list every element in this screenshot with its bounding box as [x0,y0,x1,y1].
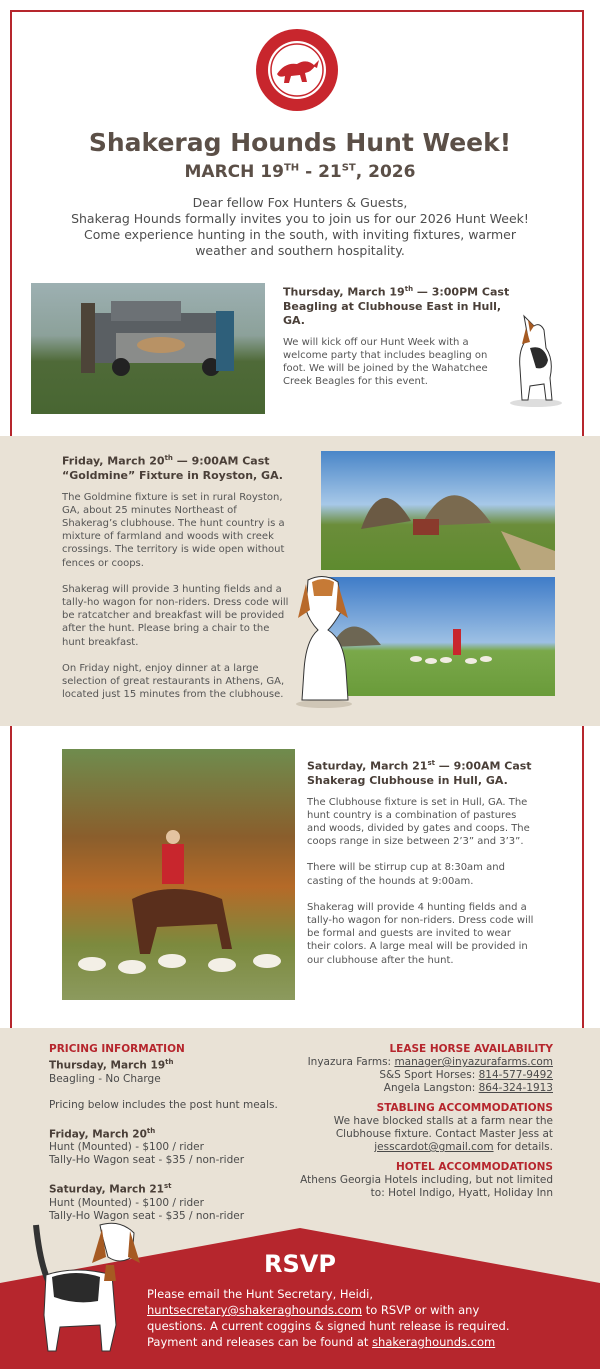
beagling-truck-photo [31,283,265,414]
pricing-note: Pricing below includes the post hunt meals. [49,1098,278,1111]
stabling-heading: STABLING ACCOMMODATIONS [376,1102,553,1114]
lease-section: LEASE HORSE AVAILABILITY Inyazura Farms: manager@inyazurafarms.com S&S Sport Horses: 814-577-9492 Angela Langston: 864-324-1913 STABLING ACCOMMODATIONS We have blocked stalls at a farm near the Clubhouse fixture. Contact Master Jess at jesscardot@gmail.com for details. HOTEL ACCOMMODATIONS Athens Georgia Hotels including, but not limited to: Hotel Indigo, Hyatt, Holiday Inn [280,1043,553,1200]
hunt-secretary-email-link[interactable]: huntsecretary@shakeraghounds.com [147,1303,363,1317]
rsvp-title: RSVP [264,1250,336,1278]
inyazura-email-link[interactable]: manager@inyazurafarms.com [394,1056,553,1068]
invitation-intro: Dear fellow Fox Hunters & Guests, Shakerag Hounds formally invites you to join us for our 2026 Hunt Week! Come experience hunting in the south, with inviting fixtures, warmer weather and southern hospitality. [71,195,529,258]
friday-paragraph-1: The Goldmine fixture is set in rural Royston, GA, about 25 minutes Northeast of Shakerag’s clubhouse. The hunt country is a mixture of farmland and woods with creek crossings. The territory is wide open without fences or coops. [62,491,285,569]
event-dates: MARCH 19TH - 21ST, 2026 [184,162,416,182]
thursday-description: We will kick off our Hunt Week with a welcome party that includes beagling on foot. We will be joined by the Wahatchee Creek Beagles for this event. [283,336,488,388]
shakerag-hounds-logo [255,28,339,112]
thursday-location: Beagling at Clubhouse East in Hull, GA. [283,299,502,327]
beagle-howling-illustration [500,308,572,408]
pricing-thursday-line: Beagling - No Charge [49,1072,161,1085]
pricing-friday-wagon: Tally-Ho Wagon seat - $35 / non-rider [49,1154,245,1166]
beagle-standing-illustration [16,1205,146,1355]
shakerag-website-link[interactable]: shakeraghounds.com [372,1335,496,1349]
ss-sport-horses-phone-link[interactable]: 814-577-9492 [478,1069,553,1081]
friday-paragraph-2: Shakerag will provide 3 hunting fields and a tally-ho wagon for non-riders. Dress code will be ratcatcher and breakfast will be provided after the hunt. Please bring a chair to the hunt breakfast. [62,583,289,648]
thursday-heading: Thursday, March 19th — 3:00PM Cast [283,285,510,299]
saturday-heading: Saturday, March 21st — 9:00AM Cast [307,759,532,773]
angela-langston-phone-link[interactable]: 864-324-1913 [478,1082,553,1094]
pricing-section [49,1043,309,1223]
pricing-thursday-day: Thursday, March 19th [49,1058,174,1072]
friday-location: “Goldmine” Fixture in Royston, GA. [62,468,283,482]
saturday-section [307,756,557,967]
saturday-paragraph-3: Shakerag will provide 4 hunting fields and a tally-ho wagon for non-riders. Dress code will be formal and guests are invited to wear their colors. A large meal will be provided in our clubhouse after the hunt. [307,901,534,966]
saturday-paragraph-2: There will be stirrup cup at 8:30am and casting of the hounds at 9:00am. [307,862,505,887]
pricing-saturday-day: Saturday, March 21st [49,1182,172,1196]
pricing-saturday-hunt: Hunt (Mounted) - $100 / rider [49,1196,204,1209]
jess-email-link[interactable]: jesscardot@gmail.com [374,1141,494,1153]
friday-section [62,451,294,702]
page-title: Shakerag Hounds Hunt Week! [88,128,512,157]
hotel-heading: HOTEL ACCOMMODATIONS [395,1161,553,1173]
pricing-friday-hunt: Hunt (Mounted) - $100 / rider [49,1141,204,1153]
saturday-paragraph-1: The Clubhouse fixture is set in Hull, GA. The hunt country is a combination of pastures and woods, divided by gates and coops. The coops range in size between 2’3” and 3’3”. [307,796,530,848]
friday-heading: Friday, March 20th — 9:00AM Cast [62,454,270,468]
friday-paragraph-3: On Friday night, enjoy dinner at a large selection of great restaurants in Athens, GA, located just 15 minutes from the clubhouse. [62,662,285,701]
foxhound-sitting-illustration [288,570,358,710]
thursday-section [283,282,518,388]
saturday-location: Shakerag Clubhouse in Hull, GA. [307,773,508,787]
pricing-friday-day: Friday, March 20th [49,1126,156,1140]
huntsman-with-hounds-photo [62,749,295,1000]
goldmine-farm-photo [321,451,555,570]
pricing-heading: PRICING INFORMATION [49,1043,185,1055]
lease-heading: LEASE HORSE AVAILABILITY [389,1043,553,1055]
rsvp-instructions: Please email the Hunt Secretary, Heidi, huntsecretary@shakeraghounds.com to RSVP or with any questions. A current coggins & signed hunt release is required. Payment and releases can be found at shakeraghounds.com [147,1287,510,1349]
pricing-saturday-wagon: Tally-Ho Wagon seat - $35 / non-rider [49,1209,245,1222]
